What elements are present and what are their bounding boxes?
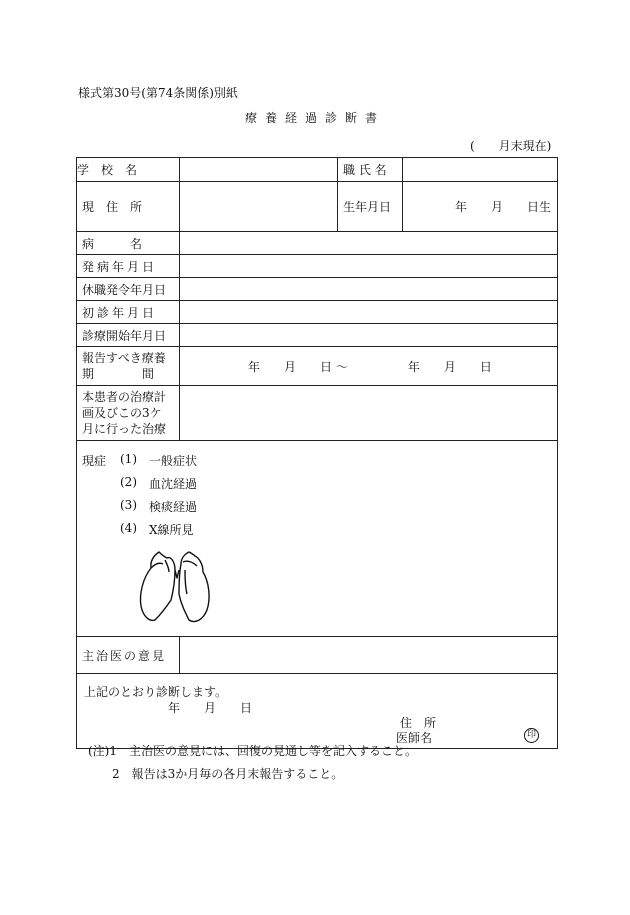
symptom-4-text: X線所見 [149,523,194,537]
symptom-1-text: 一般症状 [149,454,198,468]
plan-label-line1: 本患者の治療計 [82,390,167,404]
opinion-field[interactable] [180,637,558,674]
certification-section [77,674,558,749]
period-label [77,347,180,386]
row-symptoms [77,441,558,637]
row-certification [77,674,558,749]
first-visit-field[interactable] [180,301,558,324]
onset-date-field[interactable] [180,255,558,278]
note-2: 2 報告は3か月毎の各月末報告すること。 [112,767,344,781]
plan-label-line3: 月に行った治療 [82,422,167,436]
onset-date-label: 発病年月日 [77,255,180,278]
row-school [77,158,558,182]
leave-date-field[interactable] [180,278,558,301]
row-first-visit [77,301,558,324]
symptom-2-num: (2) [120,475,137,489]
row-plan [77,386,558,441]
job-name-field[interactable] [403,158,558,182]
symptom-3-num: (3) [120,498,137,512]
form-reference: 様式第30号(第74条関係)別紙 [78,86,238,100]
leave-date-label: 休職発令年月日 [77,278,180,301]
plan-field[interactable] [180,386,558,441]
document-title: 療養経過診断書 [244,111,385,125]
period-value: 年 月 日 ～ 年 月 日 [248,359,492,374]
certification-statement: 上記のとおり診断します。 [84,685,228,699]
symptom-4-num: (4) [120,521,137,535]
dob-label: 生年月日 [338,182,403,232]
note-1: (注)1 主治医の意見には、回復の見通し等を記入すること。 [88,744,418,758]
address-field[interactable] [180,182,338,232]
symptoms-section[interactable] [77,441,558,637]
symptoms-heading: 現症 [82,454,107,468]
lung-diagram-icon [137,548,217,628]
symptom-3-text: 検痰経過 [149,500,198,514]
treatment-start-label: 診療開始年月日 [77,324,180,347]
label-school-name [77,158,180,182]
opinion-label: 主治医の意見 [77,637,180,674]
doctor-name-label: 医師名 [396,731,433,745]
school-name-field[interactable] [180,158,338,182]
treatment-start-field[interactable] [180,324,558,347]
dob-field[interactable] [403,182,558,232]
row-leave [77,278,558,301]
period-label-line1: 報告すべき療養 [82,351,166,365]
first-visit-label: 初診年月日 [77,301,180,324]
as-of-date: ( 月末現在) [470,139,552,153]
row-period [77,347,558,386]
disease-label: 病 名 [77,232,180,255]
row-disease [77,232,558,255]
row-opinion [77,637,558,674]
period-label-line2: 期 間 [82,367,155,381]
plan-label-line2: 画及びこの3ケ [82,406,162,420]
plan-label [77,386,180,441]
job-name-label: 職 氏 名 [338,158,403,182]
row-address [77,182,558,232]
doctor-address-label: 住 所 [400,716,437,730]
dob-value: 年 月 日生 [454,200,551,214]
diagnosis-form-table [76,157,558,749]
symptom-2-text: 血沈経過 [149,477,198,491]
address-label: 現 住 所 [77,182,180,232]
school-name-label: 学 校 名 [77,163,138,177]
symptom-1-num: (1) [120,452,137,466]
certification-date[interactable]: 年 月 日 [168,701,253,715]
row-onset [77,255,558,278]
row-treatment-start [77,324,558,347]
period-field[interactable] [180,347,558,386]
disease-field[interactable] [180,232,558,255]
seal-icon: 印 [524,728,539,743]
